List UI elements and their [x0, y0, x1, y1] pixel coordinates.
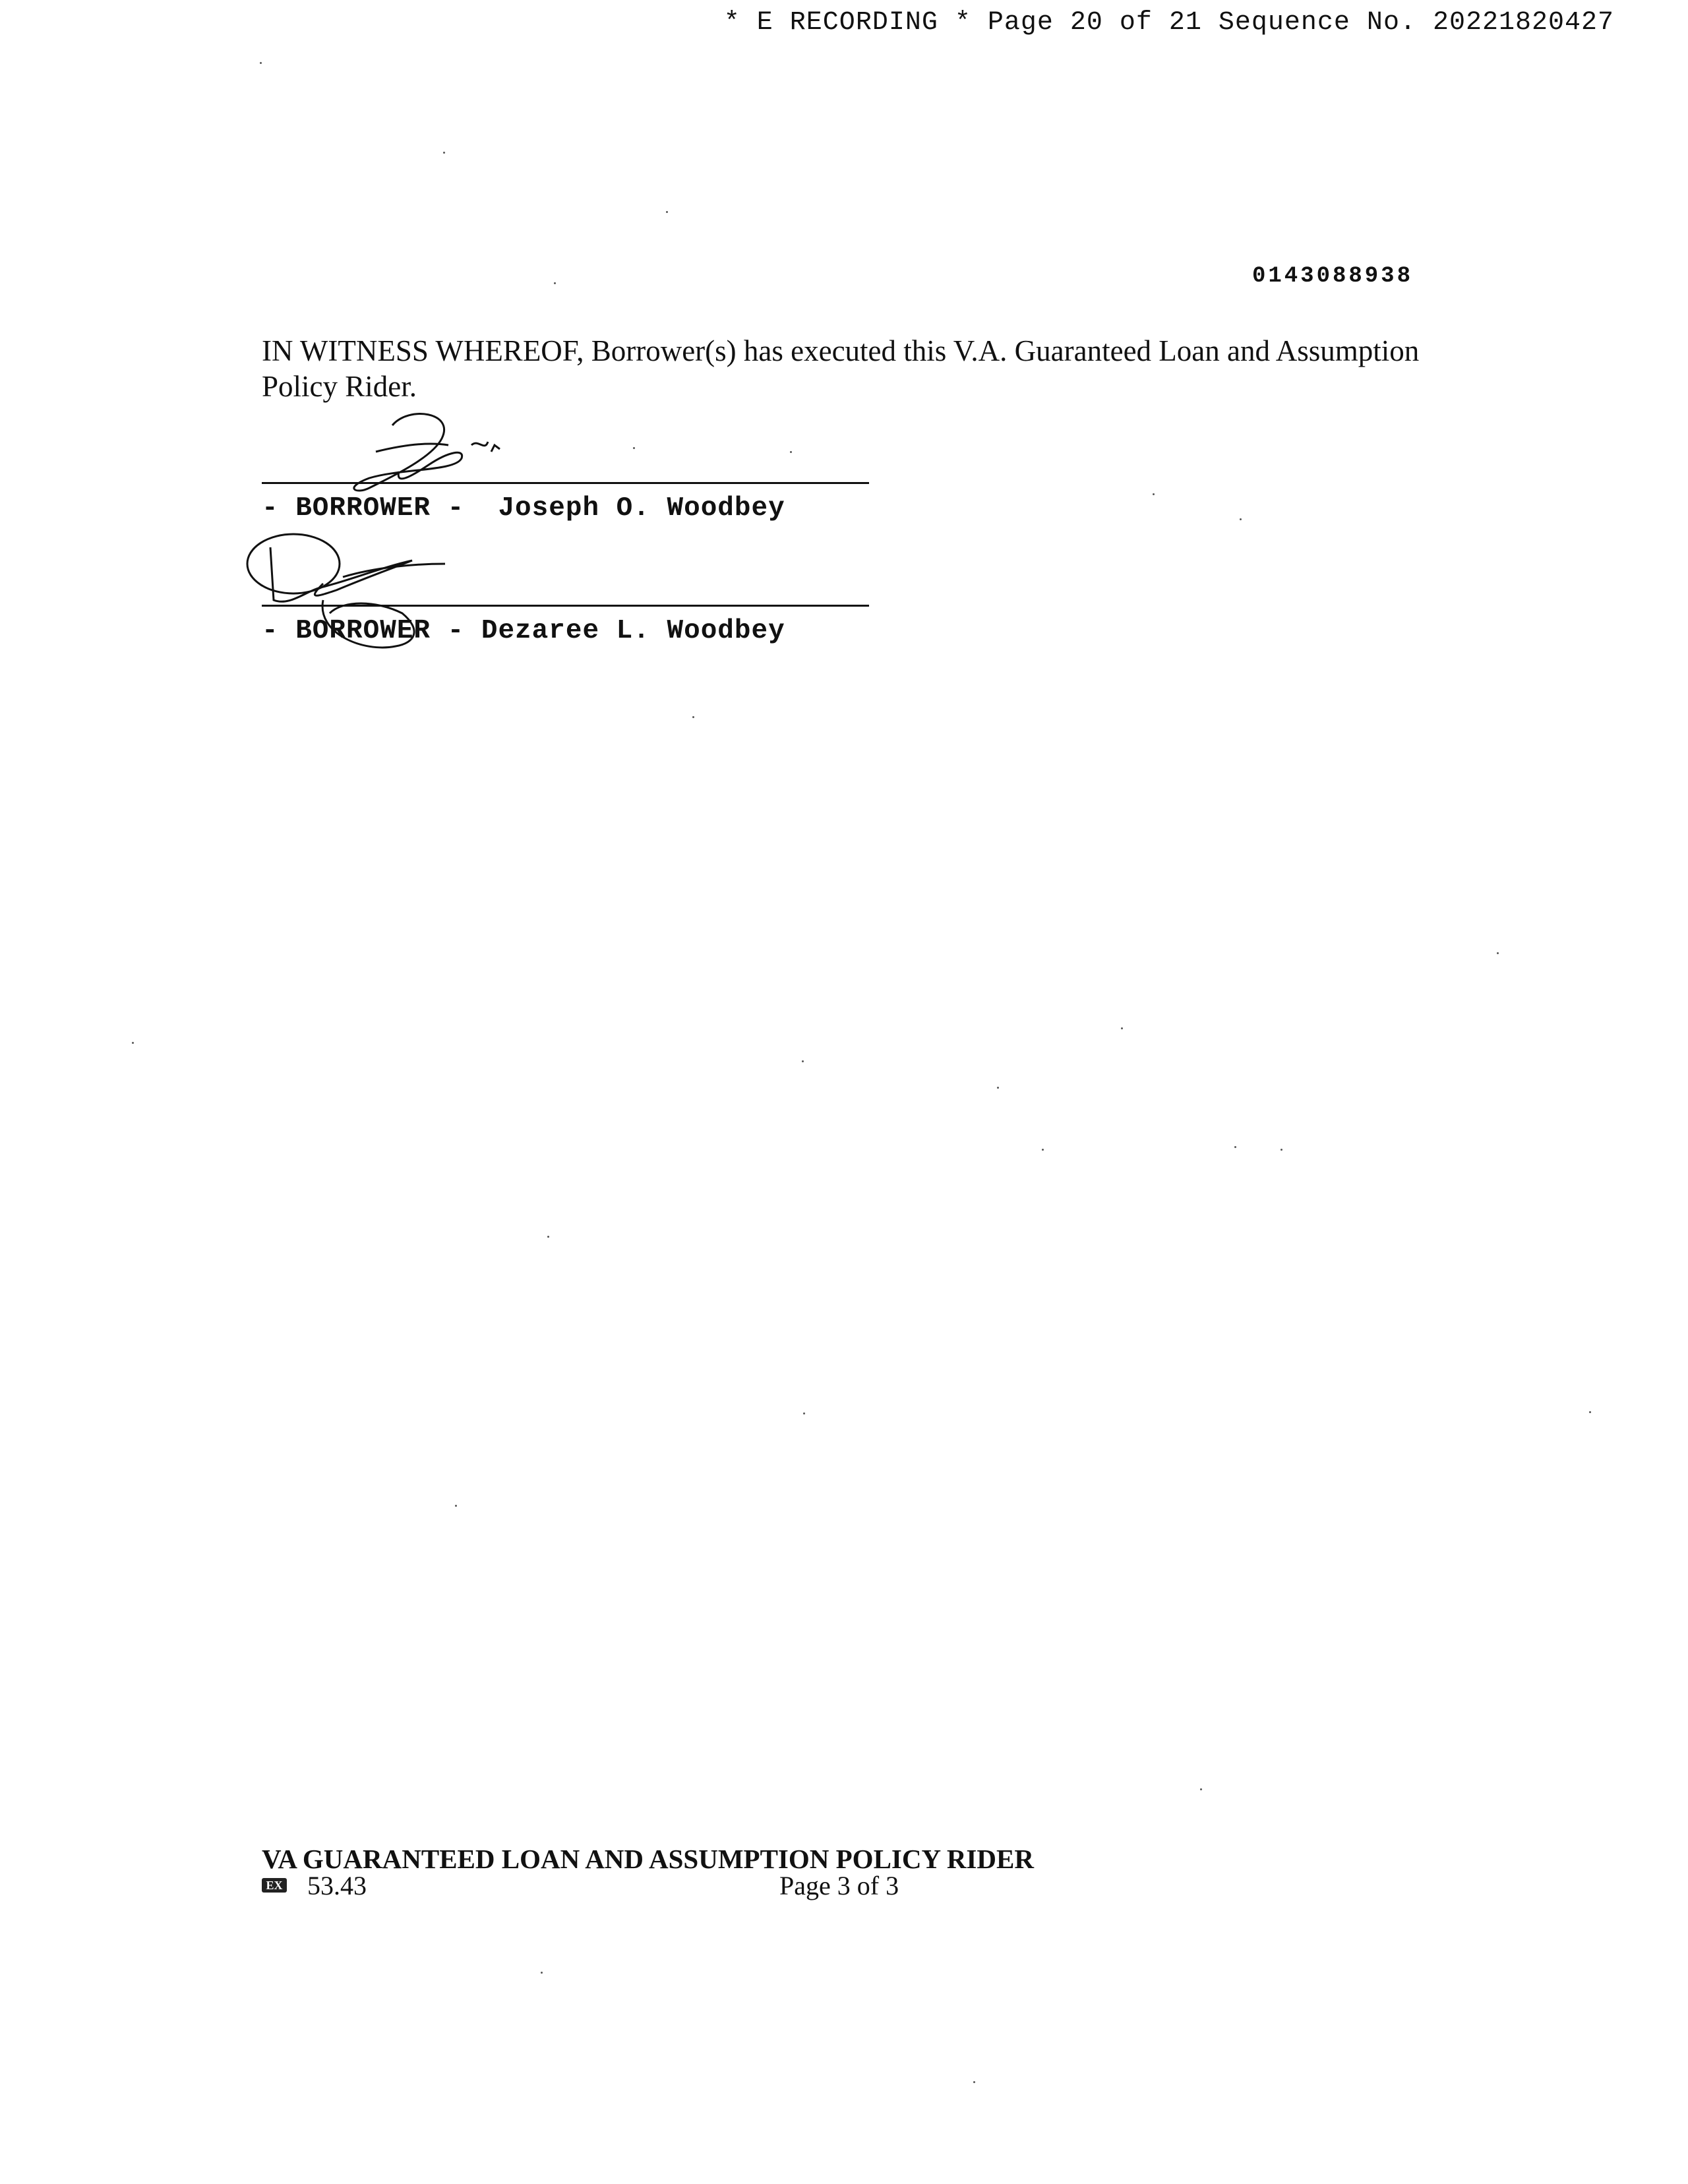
scan-speck	[1200, 1788, 1202, 1790]
scan-speck	[802, 1060, 804, 1062]
scan-speck	[541, 1972, 543, 1974]
scan-speck	[997, 1087, 999, 1089]
witness-clause: IN WITNESS WHEREOF, Borrower(s) has executed this V.A. Guaranteed Loan and Assumption Policy Rider.	[262, 334, 1420, 403]
scan-speck	[1497, 952, 1499, 954]
scan-speck	[1153, 493, 1155, 495]
scan-speck	[547, 1236, 549, 1238]
scan-speck	[443, 152, 445, 154]
signature-line-1	[262, 482, 869, 484]
form-number: 53.43	[307, 1871, 367, 1900]
scan-speck	[790, 451, 792, 453]
rider-title: VA GUARANTEED LOAN AND ASSUMPTION POLICY RIDER	[262, 1844, 1034, 1874]
page-number: Page 3 of 3	[779, 1871, 899, 1900]
scan-speck	[633, 447, 635, 449]
scan-speck	[1240, 518, 1242, 520]
scan-speck	[1281, 1149, 1282, 1151]
scan-speck	[1234, 1146, 1236, 1148]
borrower-caption-1: - BORROWER - Joseph O. Woodbey	[262, 493, 785, 524]
scan-speck	[1042, 1149, 1044, 1151]
borrower-caption-2: - BORROWER - Dezaree L. Woodbey	[262, 616, 785, 646]
recording-header: * E RECORDING * Page 20 of 21 Sequence No. 20221820427	[723, 8, 1614, 38]
scan-speck	[132, 1042, 134, 1044]
scan-speck	[554, 282, 556, 284]
loan-number: 0143088938	[1251, 264, 1413, 289]
scan-speck	[666, 211, 668, 213]
form-logo-icon	[262, 1878, 287, 1893]
scan-speck	[260, 62, 262, 64]
borrower-signature-1	[330, 406, 528, 504]
scan-speck	[803, 1412, 805, 1414]
scan-speck	[973, 2081, 975, 2083]
signature-line-2	[262, 605, 869, 607]
scan-speck	[1121, 1027, 1123, 1029]
scan-speck	[455, 1505, 457, 1507]
scan-speck	[692, 716, 694, 718]
form-logo-icon-text: EX	[266, 1879, 283, 1892]
scan-speck	[1589, 1411, 1591, 1413]
